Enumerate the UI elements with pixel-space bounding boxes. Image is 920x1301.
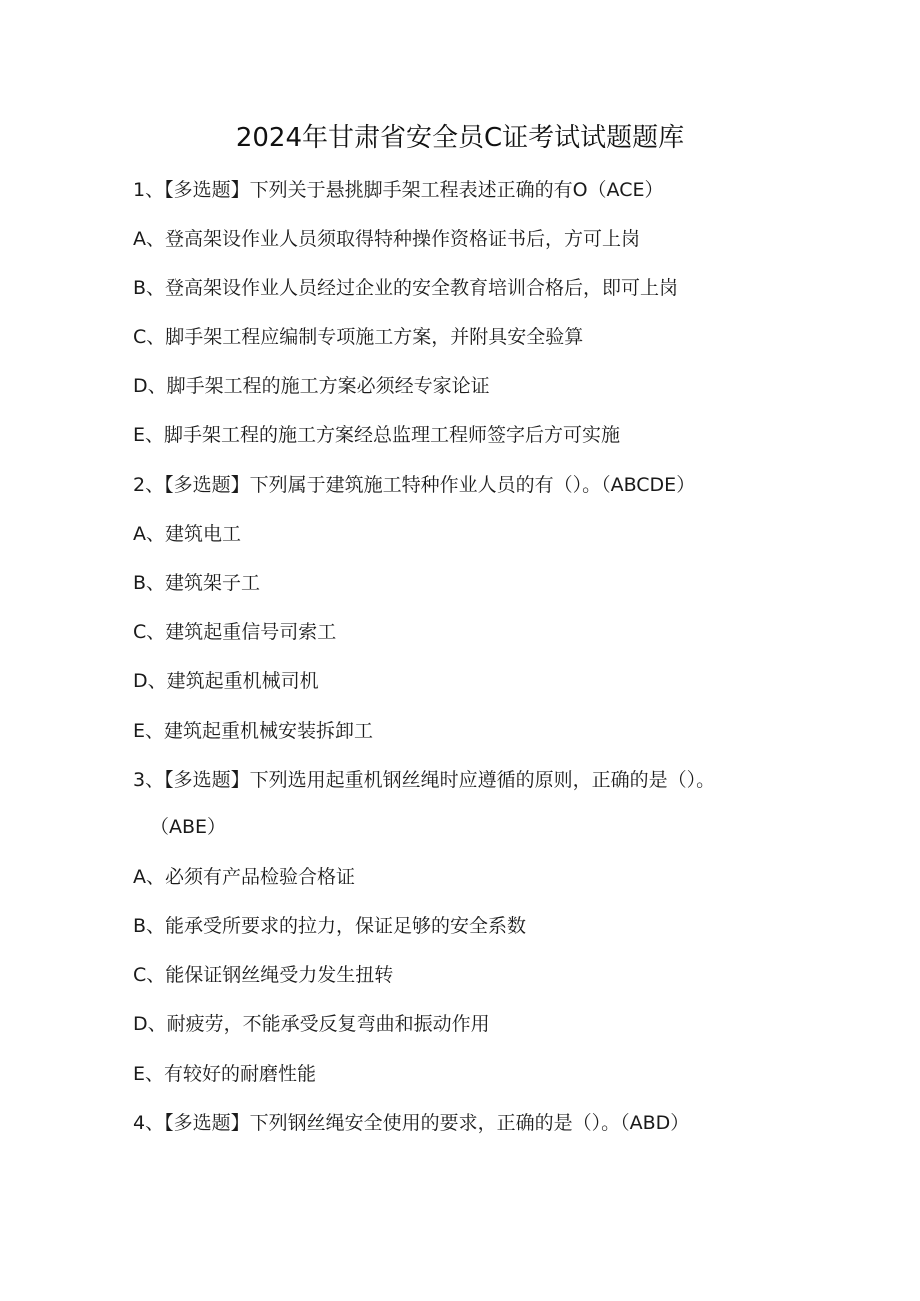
question-2-option-b: B、建筑架子工	[133, 572, 261, 594]
question-4-text: 4、【多选题】下列钢丝绳安全使用的要求，正确的是（）。（ABD）	[133, 1112, 690, 1134]
question-1-option-d: D、脚手架工程的施工方案必须经专家论证	[133, 375, 490, 397]
question-2-option-a: A、建筑电工	[133, 523, 241, 545]
question-3-answer: （ABE）	[150, 816, 227, 838]
question-2-text: 2、【多选题】下列属于建筑施工特种作业人员的有（）。（ABCDE）	[133, 474, 696, 496]
question-3-option-d: D、耐疲劳，不能承受反复弯曲和振动作用	[133, 1013, 490, 1035]
question-3-option-e: E、有较好的耐磨性能	[133, 1063, 317, 1085]
question-1-option-b: B、登高架设作业人员经过企业的安全教育培训合格后，即可上岗	[133, 277, 679, 299]
question-1-option-a: A、登高架设作业人员须取得特种操作资格证书后，方可上岗	[133, 228, 640, 250]
question-2-option-e: E、建筑起重机械安装拆卸工	[133, 720, 374, 742]
question-1-option-c: C、脚手架工程应编制专项施工方案，并附具安全验算	[133, 326, 584, 348]
question-2-option-c: C、建筑起重信号司索工	[133, 621, 337, 643]
question-2-option-d: D、建筑起重机械司机	[133, 670, 319, 692]
question-3-option-b: B、能承受所要求的拉力，保证足够的安全系数	[133, 915, 527, 937]
question-1-text: 1、【多选题】下列关于悬挑脚手架工程表述正确的有O（ACE）	[133, 179, 664, 201]
document-title: 2024年甘肃省安全员C证考试试题题库	[235, 123, 685, 153]
question-3-option-a: A、必须有产品检验合格证	[133, 866, 355, 888]
question-1-option-e: E、脚手架工程的施工方案经总监理工程师签字后方可实施	[133, 424, 621, 446]
question-3-text: 3、【多选题】下列选用起重机钢丝绳时应遵循的原则，正确的是（）。	[133, 769, 716, 791]
question-3-option-c: C、能保证钢丝绳受力发生扭转	[133, 964, 394, 986]
